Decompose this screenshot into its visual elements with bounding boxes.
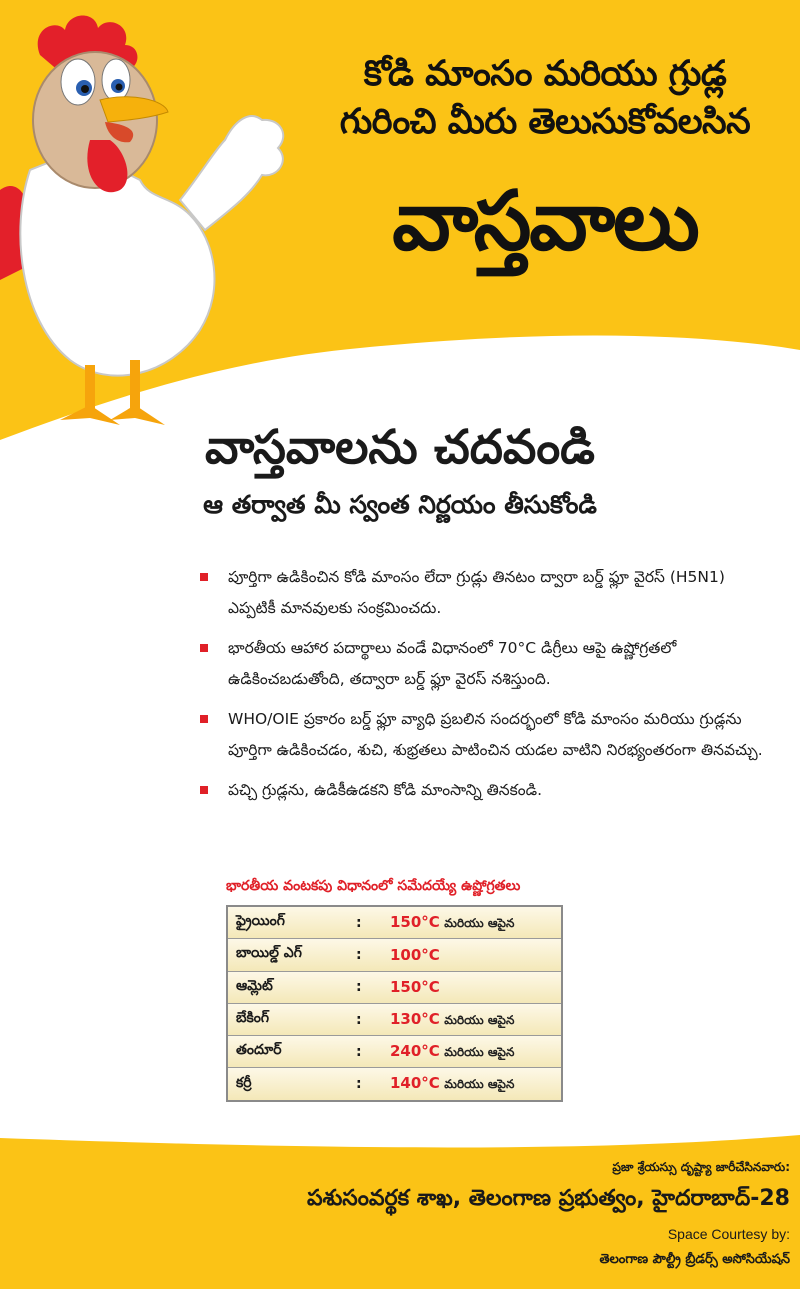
table-row: బేకింగ్ : 130°C మరియు ఆపైన <box>228 1004 561 1036</box>
list-item: పచ్చి గ్రుడ్లను, ఉడికీఉడకని కోడి మాంసాన్ని తినకండి. <box>196 775 771 806</box>
bullet-square-icon <box>200 573 208 581</box>
association-name: తెలంగాణ పౌల్ట్రీ బ్రీడర్స్ అసోసియేషన్ <box>599 1252 790 1267</box>
department-name: పశుసంవర్థక శాఖ, తెలంగాణ ప్రభుత్వం, హైదరాబాద్-28 <box>306 1186 790 1211</box>
subheading-decide: ఆ తర్వాత మీ స్వంత నిర్ణయం తీసుకోండి <box>203 490 597 519</box>
list-item: భారతీయ ఆహార పదార్థాలు వండే విధానంలో 70°C డిగ్రీలు ఆపై ఉష్ణోగ్రతలో ఉడికించబడుతోంది, తద్వారా బర్డ్ ఫ్లూ వైరస్ నశిస్తుంది. <box>196 633 771 695</box>
rooster-mascot-illustration <box>0 0 300 450</box>
headline-line-1: కోడి మాంసం మరియు గ్రుడ్ల <box>363 54 727 94</box>
table-row: ఫ్రైయింగ్ : 150°C మరియు ఆపైన <box>228 907 561 939</box>
headline-main-title: వాస్తవాలు <box>392 174 698 269</box>
bullet-square-icon <box>200 715 208 723</box>
issued-by-label: ప్రజా శ్రేయస్సు దృష్ట్యా జారీచేసినవారు: <box>612 1160 790 1174</box>
list-item: WHO/OIE ప్రకారం బర్డ్ ఫ్లూ వ్యాధి ప్రబలిన సందర్భంలో కోడి మాంసం మరియు గ్రుడ్లను పూర్తిగా ఉడికించడం, శుచి, శుభ్రతలు పాటించిన యడల వాటిని నిరభ్యంతరంగా తినవచ్చు. <box>196 704 771 766</box>
facts-list <box>196 562 771 815</box>
space-courtesy-label: Space Courtesy by: <box>667 1226 790 1242</box>
subheading-read-facts: వాస్తవాలను చదవండి <box>205 420 595 475</box>
temperature-table <box>226 905 563 1102</box>
list-item: పూర్తిగా ఉడికించిన కోడి మాంసం లేదా గ్రుడ్లు తినటం ద్వారా బర్డ్ ఫ్లూ వైరస్ (H5N1) ఎప్పటికీ మానవులకు సంక్రమించదు. <box>196 562 771 624</box>
headline-line-2: గురించి మీరు తెలుసుకోవలసిన <box>339 102 751 142</box>
table-row: కర్రీ : 140°C మరియు ఆపైన <box>228 1068 561 1099</box>
table-row: తందూర్ : 240°C మరియు ఆపైన <box>228 1036 561 1068</box>
bullet-square-icon <box>200 786 208 794</box>
table-row: ఆమ్లెట్ : 150°C <box>228 972 561 1004</box>
bullet-square-icon <box>200 644 208 652</box>
table-row: బాయిల్డ్ ఎగ్ : 100°C <box>228 939 561 971</box>
table-title: భారతీయ వంటకపు విధానంలో సమేదయ్యే ఉష్ణోగ్రతలు <box>226 878 521 894</box>
